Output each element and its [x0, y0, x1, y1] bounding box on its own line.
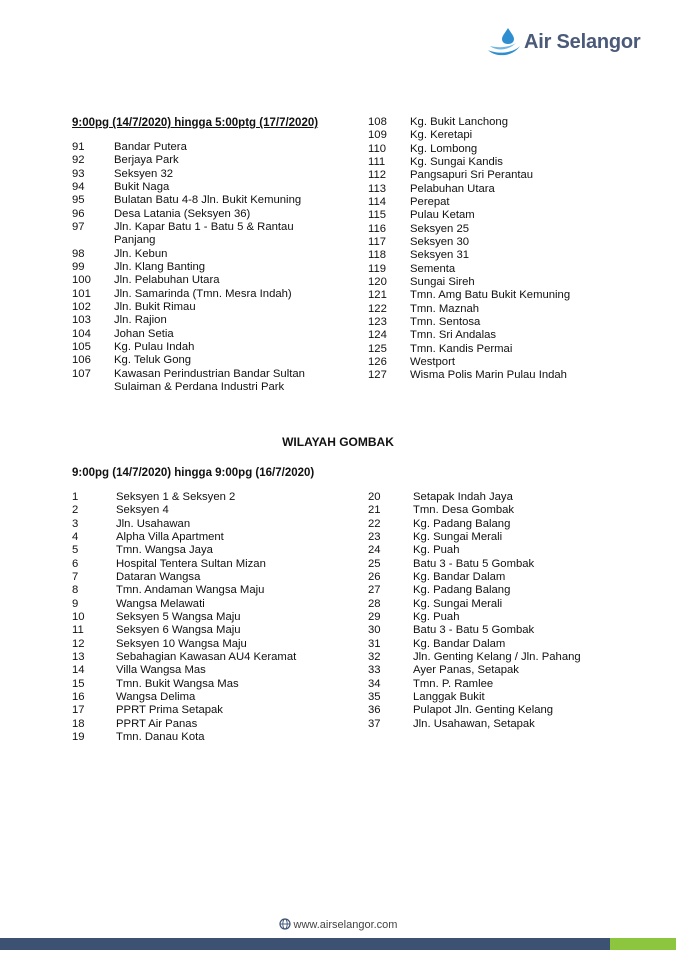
area-name: Wangsa Delima — [116, 690, 196, 703]
item-number: 11 — [72, 624, 84, 637]
item-number: 93 — [72, 167, 85, 180]
item-number: 20 — [368, 491, 381, 503]
area-name: Seksyen 25 — [410, 222, 470, 235]
list-item — [368, 129, 618, 142]
item-number: 23 — [368, 530, 381, 543]
area-name: Pulau Ketam — [410, 209, 475, 222]
item-number: 121 — [368, 289, 387, 302]
list-item — [368, 209, 618, 222]
area-name: Seksyen 30 — [410, 235, 470, 248]
item-number: 19 — [72, 730, 85, 743]
list-item — [368, 143, 618, 156]
area-name: Tmn. Amg Batu Bukit Kemuning — [410, 289, 571, 302]
list-item — [72, 531, 352, 544]
list-item — [72, 354, 322, 367]
area-name: Kg. Bandar Dalam — [413, 637, 506, 650]
item-number: 101 — [72, 287, 91, 300]
area-name: Wangsa Melawati — [116, 597, 205, 610]
area-name: Tmn. Bukit Wangsa Mas — [116, 677, 239, 690]
area-name: Kg. Sungai Merali — [413, 530, 503, 543]
item-number: 28 — [368, 597, 381, 610]
list-item — [72, 221, 322, 248]
item-number: 103 — [72, 314, 91, 327]
item-number: 2 — [72, 504, 79, 517]
area-name: Jln. Rajion — [114, 314, 167, 327]
item-number: 114 — [368, 195, 387, 208]
item-number: 91 — [72, 141, 85, 153]
item-number: 25 — [368, 557, 381, 570]
list-item — [368, 518, 618, 531]
brand-logo — [486, 24, 641, 60]
area-name: Jln. Kebun — [114, 247, 168, 260]
brand-name: Air Selangor — [524, 30, 641, 53]
list-item — [72, 571, 352, 584]
item-number: 9 — [72, 597, 79, 610]
item-number: 16 — [72, 690, 85, 703]
list-item — [72, 611, 352, 624]
item-number: 35 — [368, 690, 381, 703]
list-item — [368, 544, 618, 557]
list-item — [72, 664, 352, 677]
list-item — [72, 491, 352, 504]
list-item — [72, 341, 322, 354]
item-number: 24 — [368, 544, 381, 557]
area-name: Jln. Kapar Batu 1 - Batu 5 & Rantau Panjang — [114, 220, 294, 247]
list-item — [72, 208, 322, 221]
list-item — [368, 718, 618, 731]
list-item — [368, 263, 618, 276]
list-item — [368, 584, 618, 597]
area-name: Ayer Panas, Setapak — [413, 664, 519, 677]
list-item — [368, 504, 618, 517]
area-name: Jln. Usahawan — [116, 517, 191, 530]
area-name: Bukit Naga — [114, 180, 170, 193]
area-name: Kg. Teluk Gong — [114, 354, 192, 367]
section1-heading: 9:00pg (14/7/2020) hingga 5:00ptg (17/7/2020) — [72, 117, 319, 129]
list-item — [368, 329, 618, 342]
area-name: Hospital Tentera Sultan Mizan — [116, 557, 266, 570]
area-name: Seksyen 32 — [114, 167, 174, 180]
list-item — [368, 598, 618, 611]
area-name: Seksyen 6 Wangsa Maju — [116, 624, 241, 637]
area-name: Tmn. Desa Gombak — [413, 504, 515, 517]
list-item — [72, 638, 352, 651]
area-name: Jln. Samarinda (Tmn. Mesra Indah) — [114, 287, 292, 300]
item-number: 97 — [72, 220, 85, 233]
list-item — [368, 249, 618, 262]
area-name: Kg. Padang Balang — [413, 517, 511, 530]
area-name: Kg. Padang Balang — [413, 584, 511, 597]
item-number: 94 — [72, 180, 85, 193]
item-number: 124 — [368, 329, 387, 342]
area-name: Tmn. Sri Andalas — [410, 329, 497, 342]
section2-heading: 9:00pg (14/7/2020) hingga 9:00pg (16/7/2020) — [72, 467, 315, 479]
item-number: 15 — [72, 677, 85, 690]
area-name: Kg. Sungai Merali — [413, 597, 503, 610]
list-item — [368, 289, 618, 302]
item-number: 95 — [72, 194, 85, 207]
list-item — [72, 651, 352, 664]
list-item — [72, 274, 322, 287]
item-number: 122 — [368, 302, 387, 315]
footer-color-band-accent — [610, 938, 676, 950]
item-number: 8 — [72, 584, 79, 597]
item-number: 110 — [368, 142, 387, 155]
area-name: PPRT Prima Setapak — [116, 704, 223, 717]
item-number: 106 — [72, 354, 91, 367]
list-item — [72, 691, 352, 704]
area-name: Johan Setia — [114, 327, 174, 340]
item-number: 26 — [368, 570, 381, 583]
item-number: 21 — [368, 504, 381, 517]
list-item — [368, 651, 618, 664]
list-item — [368, 156, 618, 169]
list-item — [72, 261, 322, 274]
area-name: Setapak Indah Jaya — [413, 491, 513, 503]
area-name: Sungai Sireh — [410, 275, 475, 288]
item-number: 109 — [368, 129, 387, 142]
list-item — [368, 491, 618, 504]
list-item — [368, 664, 618, 677]
list-item — [72, 301, 322, 314]
list-item — [368, 303, 618, 316]
area-name: Tmn. Wangsa Jaya — [116, 544, 213, 557]
item-number: 37 — [368, 717, 381, 730]
area-name: Tmn. Maznah — [410, 302, 480, 315]
area-name: Langgak Bukit — [413, 690, 485, 703]
item-number: 118 — [368, 249, 387, 262]
item-number: 34 — [368, 677, 381, 690]
list-item — [368, 531, 618, 544]
item-number: 120 — [368, 275, 387, 288]
item-number: 104 — [72, 327, 91, 340]
item-number: 102 — [72, 300, 91, 313]
footer — [0, 918, 676, 933]
list-item — [368, 369, 618, 382]
list-item — [368, 316, 618, 329]
list-item — [72, 288, 322, 301]
list-item — [72, 194, 322, 207]
area-name: Kg. Puah — [413, 610, 460, 623]
item-number: 112 — [368, 169, 387, 182]
item-number: 27 — [368, 584, 381, 597]
area-name: Desa Latania (Seksyen 36) — [114, 207, 251, 220]
list-item — [72, 504, 352, 517]
area-name: Kg. Pulau Indah — [114, 340, 195, 353]
item-number: 116 — [368, 222, 387, 235]
area-name: Batu 3 - Batu 5 Gombak — [413, 624, 535, 637]
list-item — [72, 731, 352, 744]
item-number: 10 — [72, 610, 85, 623]
list-item — [368, 169, 618, 182]
area-name: Seksyen 1 & Seksyen 2 — [116, 491, 236, 503]
area-name: Sebahagian Kawasan AU4 Keramat — [116, 650, 297, 663]
area-name: Berjaya Park — [114, 154, 179, 167]
item-number: 6 — [72, 557, 79, 570]
region-title: WILAYAH GOMBAK — [282, 435, 394, 449]
item-number: 123 — [368, 315, 387, 328]
item-number: 119 — [368, 262, 387, 275]
item-number: 115 — [368, 209, 387, 222]
area-name: Jln. Pelabuhan Utara — [114, 274, 220, 287]
list-item — [368, 276, 618, 289]
list-item — [72, 704, 352, 717]
item-number: 14 — [72, 664, 85, 677]
item-number: 5 — [72, 544, 79, 557]
item-number: 1 — [72, 491, 79, 503]
area-name: Tmn. Andaman Wangsa Maju — [116, 584, 265, 597]
item-number: 127 — [368, 369, 387, 382]
list-item — [368, 691, 618, 704]
list-item — [72, 518, 352, 531]
item-number: 33 — [368, 664, 381, 677]
item-number: 30 — [368, 624, 381, 637]
list-item — [72, 584, 352, 597]
list-item — [368, 624, 618, 637]
list-item — [368, 611, 618, 624]
area-name: Bandar Putera — [114, 141, 187, 153]
area-name: Batu 3 - Batu 5 Gombak — [413, 557, 535, 570]
item-number: 99 — [72, 260, 85, 273]
area-name: Tmn. P. Ramlee — [413, 677, 494, 690]
list-item — [72, 328, 322, 341]
area-name: Dataran Wangsa — [116, 570, 201, 583]
item-number: 111 — [368, 155, 386, 168]
item-number: 113 — [368, 182, 387, 195]
list-item — [72, 368, 322, 395]
area-name: Tmn. Kandis Permai — [410, 342, 513, 355]
area-name: Kg. Sungai Kandis — [410, 155, 503, 168]
list-item — [368, 571, 618, 584]
item-number: 4 — [72, 530, 79, 543]
area-name: Seksyen 5 Wangsa Maju — [116, 610, 241, 623]
item-number: 107 — [72, 367, 91, 380]
list-item — [72, 624, 352, 637]
area-name: Kg. Keretapi — [410, 129, 473, 142]
list-item — [72, 141, 322, 154]
list-item — [72, 544, 352, 557]
area-name: Alpha Villa Apartment — [116, 530, 224, 543]
list-item — [72, 248, 322, 261]
list-item — [368, 343, 618, 356]
section1-list-left — [72, 141, 322, 394]
area-name: Jln. Bukit Rimau — [114, 300, 196, 313]
list-item — [72, 181, 322, 194]
item-number: 31 — [368, 637, 381, 650]
item-number: 7 — [72, 570, 79, 583]
area-name: Kg. Lombong — [410, 142, 478, 155]
list-item — [368, 558, 618, 571]
list-item — [368, 638, 618, 651]
list-item — [368, 116, 618, 129]
list-item — [368, 223, 618, 236]
area-name: Kawasan Perindustrian Bandar Sultan Sulaiman & Perdana Industri Park — [114, 367, 305, 393]
area-name: Pelabuhan Utara — [410, 182, 495, 195]
section2-list-right — [368, 491, 618, 731]
water-drop-icon — [486, 24, 522, 60]
area-name: PPRT Air Panas — [116, 717, 198, 730]
footer-color-band — [0, 938, 676, 950]
area-name: Jln. Usahawan, Setapak — [413, 717, 535, 730]
list-item — [368, 236, 618, 249]
list-item — [368, 678, 618, 691]
section1-list-right — [368, 116, 618, 383]
item-number: 108 — [368, 116, 387, 128]
list-item — [368, 704, 618, 717]
area-name: Seksyen 31 — [410, 249, 470, 262]
area-name: Kg. Puah — [413, 544, 460, 557]
item-number: 117 — [368, 235, 387, 248]
area-name: Sementa — [410, 262, 456, 275]
area-name: Jln. Genting Kelang / Jln. Pahang — [413, 650, 581, 663]
area-name: Perepat — [410, 195, 450, 208]
list-item — [72, 314, 322, 327]
item-number: 18 — [72, 717, 85, 730]
list-item — [72, 598, 352, 611]
area-name: Seksyen 10 Wangsa Maju — [116, 637, 247, 650]
item-number: 32 — [368, 650, 381, 663]
area-name: Tmn. Danau Kota — [116, 730, 205, 743]
item-number: 98 — [72, 247, 85, 260]
area-name: Wisma Polis Marin Pulau Indah — [410, 369, 567, 382]
item-number: 22 — [368, 517, 381, 530]
item-number: 17 — [72, 704, 85, 717]
item-number: 96 — [72, 207, 85, 220]
item-number: 125 — [368, 342, 387, 355]
list-item — [368, 183, 618, 196]
area-name: Westport — [410, 355, 455, 368]
area-name: Tmn. Sentosa — [410, 315, 481, 328]
item-number: 92 — [72, 154, 85, 167]
item-number: 29 — [368, 610, 381, 623]
area-name: Seksyen 4 — [116, 504, 169, 517]
list-item — [72, 168, 322, 181]
section2-list-left — [72, 491, 352, 744]
area-name: Pangsapuri Sri Perantau — [410, 169, 534, 182]
list-item — [368, 356, 618, 369]
list-item — [72, 558, 352, 571]
list-item — [368, 196, 618, 209]
area-name: Bulatan Batu 4-8 Jln. Bukit Kemuning — [114, 194, 302, 207]
globe-icon — [279, 918, 291, 933]
item-number: 13 — [72, 650, 85, 663]
item-number: 126 — [368, 355, 387, 368]
area-name: Kg. Bukit Lanchong — [410, 116, 508, 128]
list-item — [72, 678, 352, 691]
list-item — [72, 154, 322, 167]
item-number: 12 — [72, 637, 85, 650]
item-number: 100 — [72, 274, 91, 287]
area-name: Kg. Bandar Dalam — [413, 570, 506, 583]
website-link[interactable]: www.airselangor.com — [293, 919, 398, 931]
area-name: Jln. Klang Banting — [114, 260, 206, 273]
item-number: 105 — [72, 340, 91, 353]
item-number: 3 — [72, 517, 79, 530]
area-name: Villa Wangsa Mas — [116, 664, 206, 677]
item-number: 36 — [368, 704, 381, 717]
list-item — [72, 718, 352, 731]
area-name: Pulapot Jln. Genting Kelang — [413, 704, 554, 717]
